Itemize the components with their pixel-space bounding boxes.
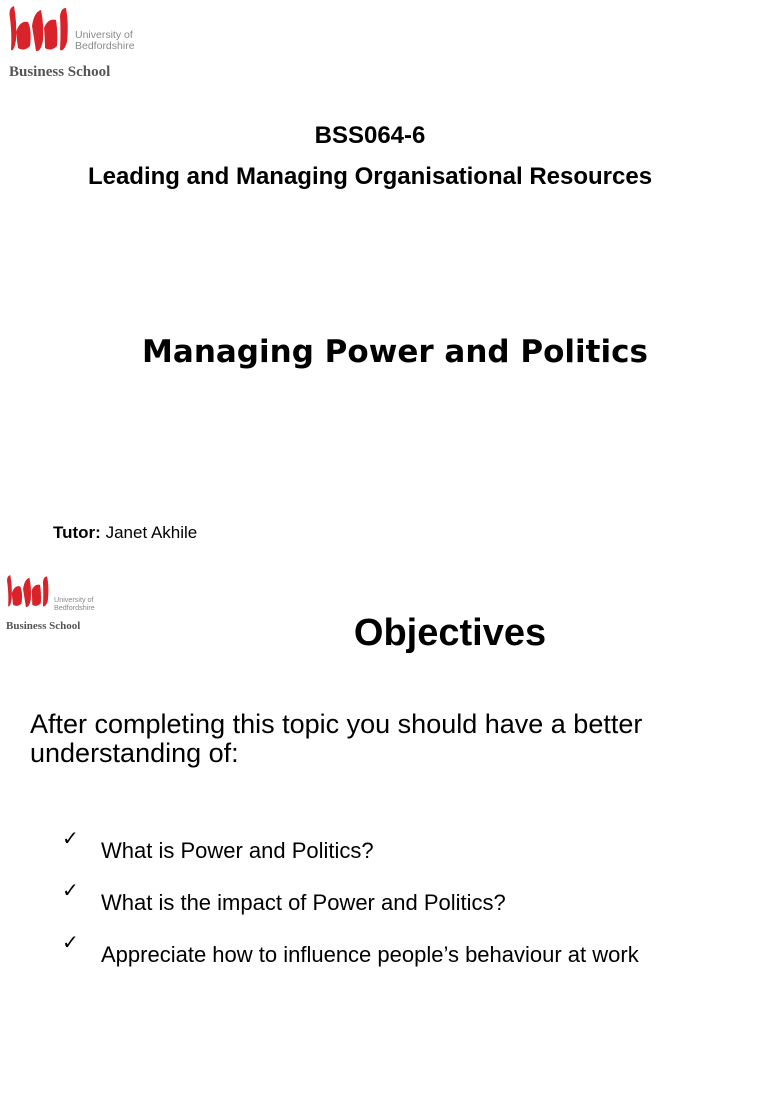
university-name (54, 596, 95, 611)
objectives-heading: Objectives (353, 612, 547, 654)
check-mark-icon: ✓ (62, 880, 79, 902)
business-school-label: Business School (6, 620, 81, 632)
check-mark-icon: ✓ (62, 828, 79, 850)
university-logo-mark-icon (6, 574, 50, 610)
objective-text: What is the impact of Power and Politics? (101, 890, 506, 915)
university-name-line2: Bedfordshire (54, 602, 95, 612)
tutor-name: Janet Akhile (105, 523, 198, 542)
check-mark-icon: ✓ (62, 932, 79, 954)
deck-title: Managing Power and Politics (142, 334, 648, 370)
university-logo-mark-icon (8, 6, 70, 54)
course-code: BSS064-6 (314, 122, 426, 149)
university-name-line2: Bedfordshire (75, 40, 135, 53)
course-title: Leading and Managing Organisational Resources (87, 163, 653, 190)
objectives-intro: After completing this topic you should have a better understanding of: (30, 709, 643, 768)
objective-text: What is Power and Politics? (101, 838, 374, 863)
university-name-line1: University of (54, 595, 94, 604)
university-logo (6, 574, 106, 636)
university-name (75, 30, 135, 52)
university-logo (8, 6, 148, 84)
tutor-line (53, 523, 197, 543)
university-name-line1: University of (75, 29, 133, 41)
tutor-label: Tutor: (53, 523, 101, 542)
business-school-label: Business School (9, 64, 111, 80)
objective-text: Appreciate how to influence people’s behaviour at work (101, 942, 639, 967)
objectives-slide (0, 560, 768, 1120)
